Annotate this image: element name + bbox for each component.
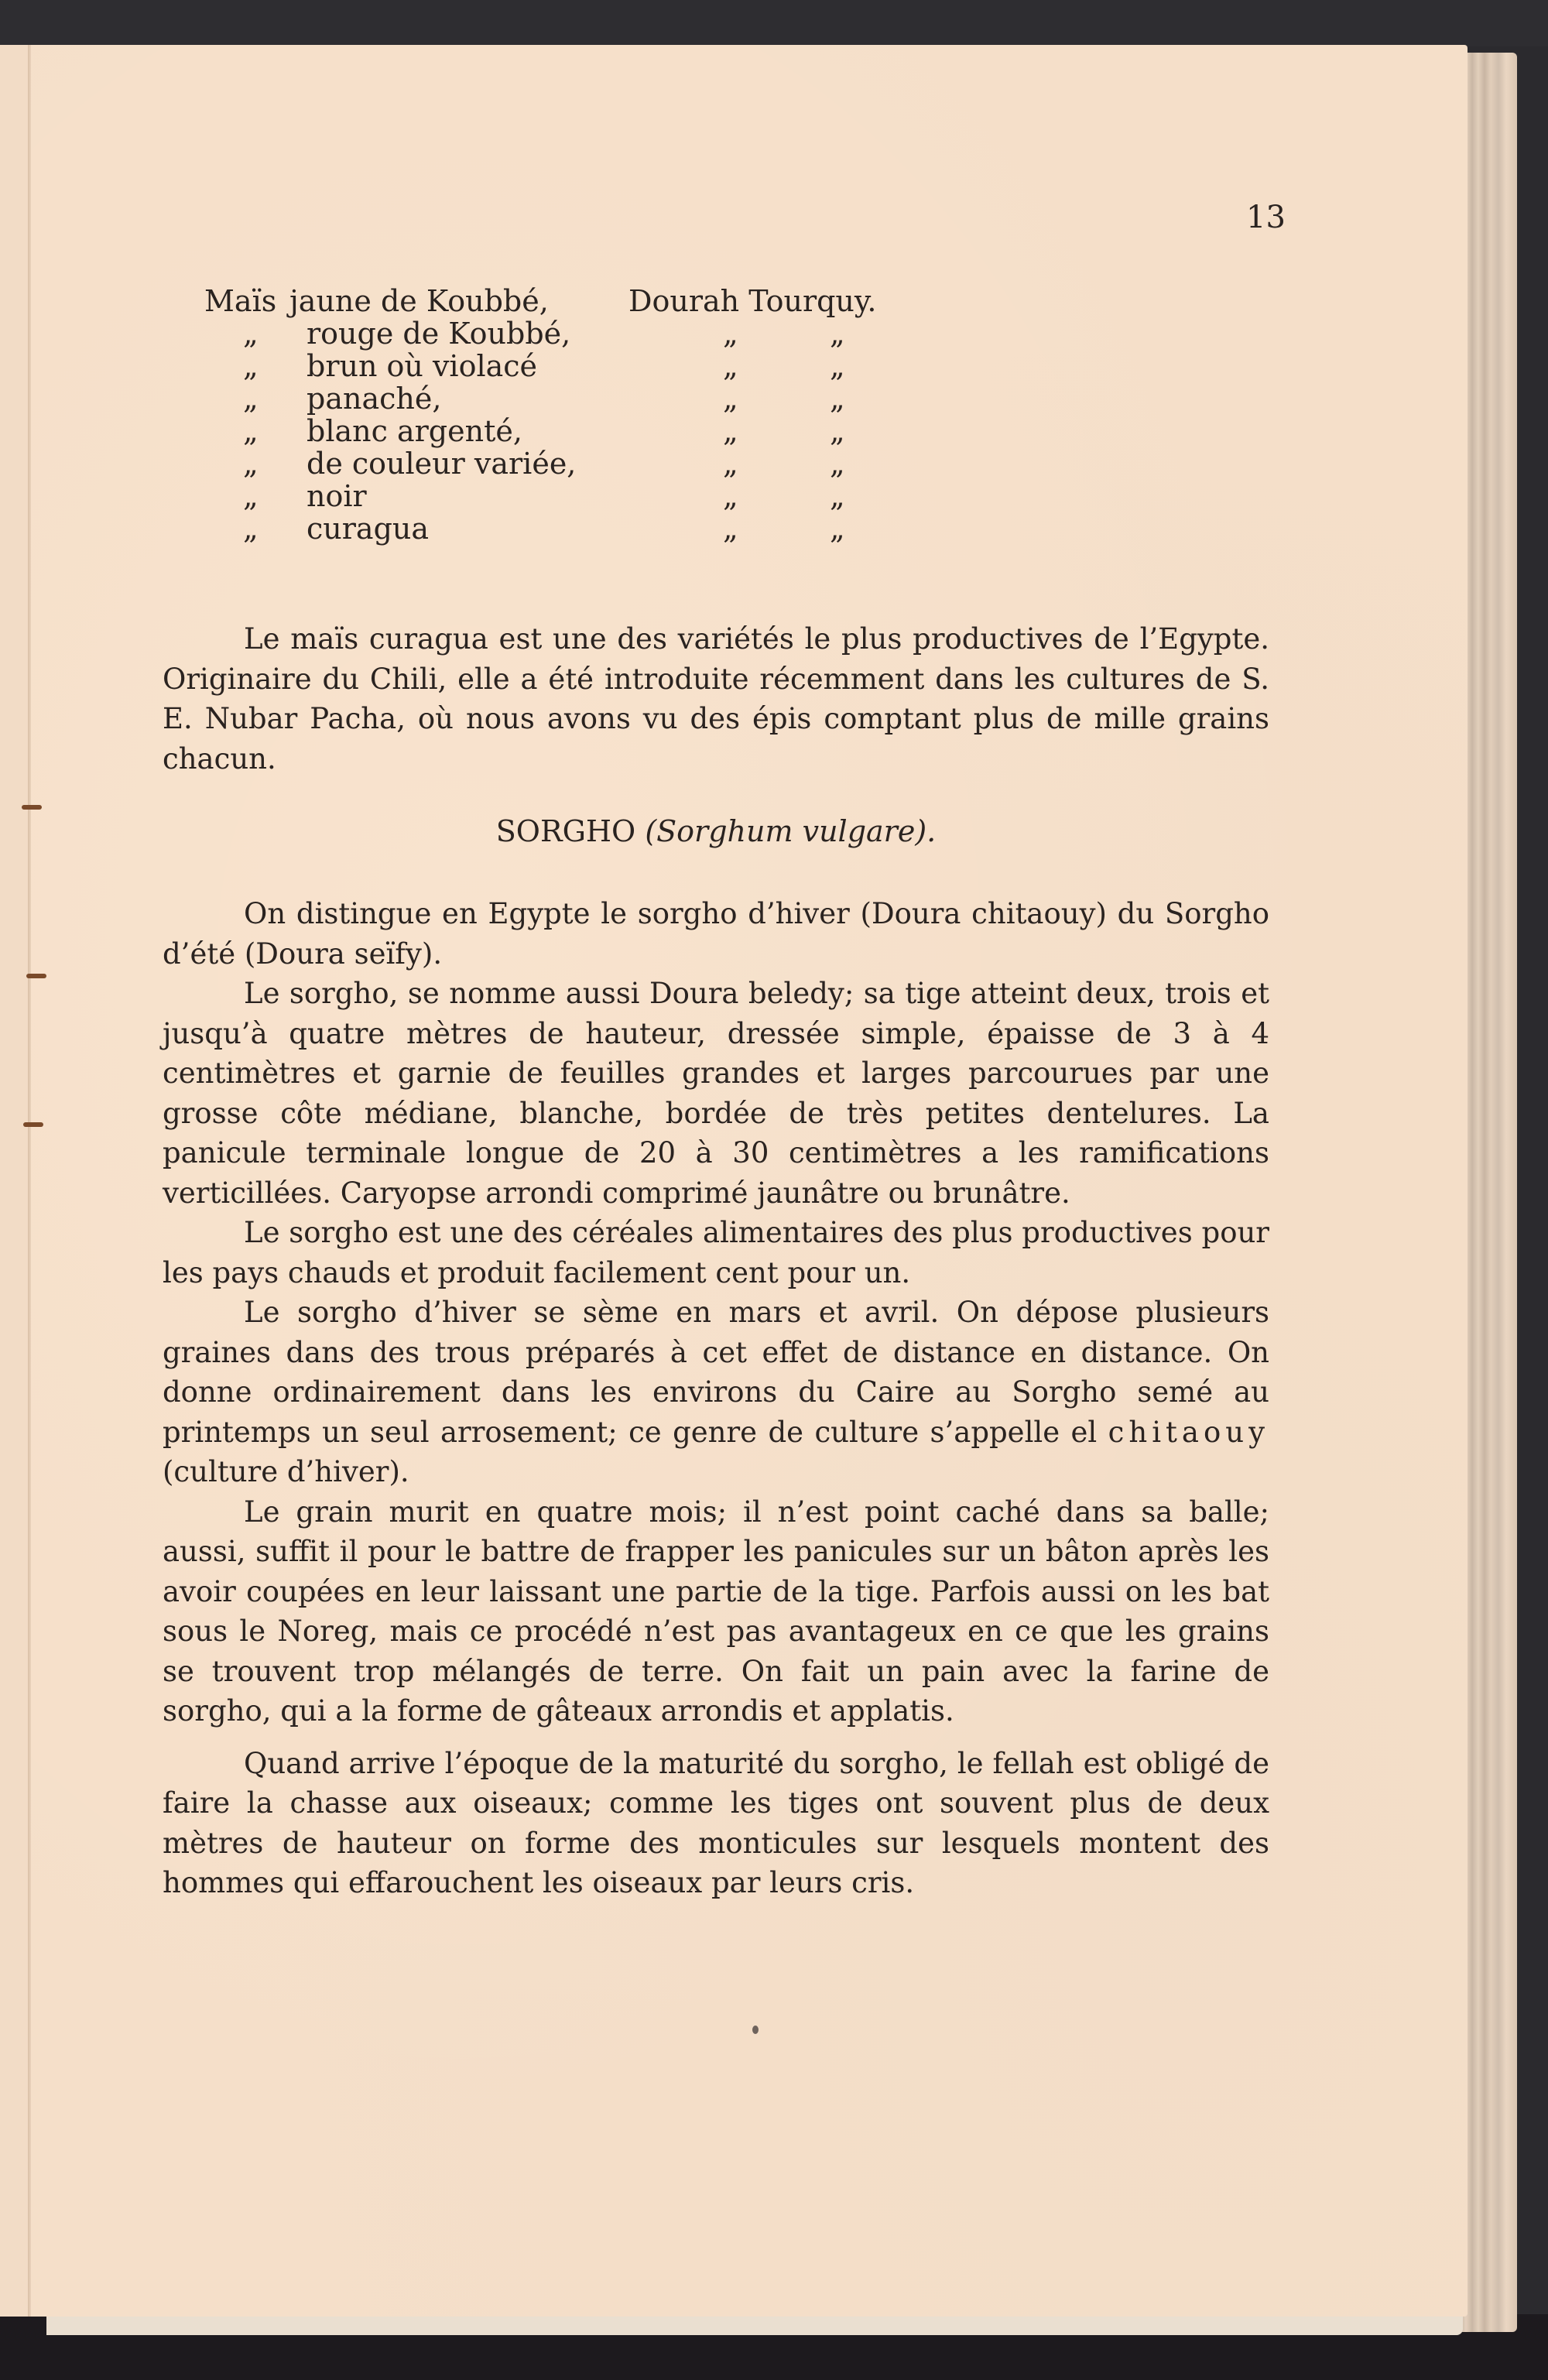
variety-name: panaché,	[307, 382, 442, 416]
variety-row	[204, 415, 1133, 447]
section-latin-name: (Sorghum vulgare).	[645, 814, 937, 848]
variety-dourah: Dourah Tourquy.	[628, 284, 877, 318]
variety-name: de couleur variée,	[307, 447, 577, 481]
variety-row	[204, 317, 1133, 350]
ditto-mark: „	[830, 414, 845, 448]
variety-name: blanc argenté,	[307, 414, 522, 448]
paragraph: Le sorgho est une des céréales alimentaires des plus productives pour les pays chauds et produit facilement cent pour un.	[163, 1216, 1269, 1289]
paragraph: Le maïs curagua est une des variétés le plus productives de l’Egypte. Originaire du Chili, elle a été introduite récemment dans les cultures de S. E. Nubar Pacha, où nous avons vu des épis comptant plus de mille grains chacun.	[163, 622, 1269, 776]
variety-row	[204, 512, 1133, 545]
section-title: SORGHO	[495, 814, 636, 848]
variety-row	[204, 447, 1133, 480]
variety-prefix: Maïs	[204, 284, 277, 318]
ditto-mark: „	[830, 349, 845, 383]
ditto-mark: „	[243, 447, 259, 481]
ditto-mark: „	[830, 447, 845, 481]
page-number: 13	[1246, 200, 1286, 235]
ditto-mark: „	[243, 349, 259, 383]
page-stack-bottom-edge	[46, 2314, 1463, 2335]
ditto-mark: „	[243, 382, 259, 416]
variety-row	[204, 480, 1133, 512]
variety-name: brun où violacé	[307, 349, 538, 383]
variety-row	[204, 350, 1133, 382]
ditto-mark: „	[830, 512, 845, 546]
facing-page-sliver	[0, 45, 31, 2317]
ink-dot-mark	[752, 2026, 759, 2034]
scan-backdrop-top	[0, 0, 1548, 46]
paragraph	[163, 1293, 1269, 1492]
variety-name: jaune de Koubbé,	[289, 284, 549, 318]
binding-stitch-icon	[23, 1122, 43, 1127]
ditto-mark: „	[243, 479, 259, 513]
sorgho-paragraphs	[163, 894, 1269, 1903]
emphasized-term: chitaouy	[1108, 1415, 1269, 1449]
ditto-mark: „	[243, 414, 259, 448]
variety-name: noir	[307, 479, 367, 513]
variety-row	[204, 285, 1133, 317]
ditto-mark: „	[830, 382, 845, 416]
ditto-mark: „	[723, 447, 738, 481]
paragraph-text: Le sorgho d’hiver se sème en mars et avril. On dépose plusieurs graines dans des trous préparés à cet effet de distance en distance. On donne ordinairement dans les environs du Caire au Sorgho semé au printemps un seul arrosement; ce genre de culture s’appelle el	[163, 1296, 1269, 1449]
binding-stitch-icon	[22, 805, 42, 810]
ditto-mark: „	[830, 317, 845, 351]
ditto-mark: „	[723, 317, 738, 351]
ditto-mark: „	[723, 349, 738, 383]
binding-gutter	[28, 45, 31, 2317]
maize-paragraphs	[163, 619, 1269, 779]
paragraph-text: (culture d’hiver).	[163, 1455, 409, 1488]
ditto-mark: „	[830, 479, 845, 513]
section-heading	[163, 814, 1269, 848]
paragraph: Quand arrive l’époque de la maturité du sorgho, le fellah est obligé de faire la chasse aux oiseaux; comme les tiges ont souvent plus de deux mètres de hauteur on forme des monticules sur lesquels montent des hommes qui effarouchent les oiseaux par leurs cris.	[163, 1746, 1269, 1899]
paragraph: Le grain murit en quatre mois; il n’est point caché dans sa balle; aussi, suffit il pour le battre de frapper les panicules sur un bâton après les avoir coupées en leur laissant une partie de la tige. Parfois aussi on les bat sous le Noreg, mais ce procédé n’est pas avantageux en ce que les grains se trouvent trop mélangés de terre. On fait un pain avec la farine de sorgho, qui a la forme de gâteaux arrondis et applatis.	[163, 1495, 1269, 1728]
variety-name: curagua	[307, 512, 430, 546]
paragraph: Le sorgho, se nomme aussi Doura beledy; sa tige atteint deux, trois et jusqu’à quatre mètres de hauteur, dressée simple, épaisse de 3 à 4 centimètres et garnie de feuilles grandes et larges parcourues par une grosse côte médiane, blanche, bordée de très petites dentelures. La panicule terminale longue de 20 à 30 centimètres a les ramifications verticillées. Caryopse arrondi comprimé jaunâtre ou brunâtre.	[163, 977, 1269, 1210]
variety-name: rouge de Koubbé,	[307, 317, 571, 351]
ditto-mark: „	[723, 414, 738, 448]
binding-stitch-icon	[26, 974, 46, 978]
ditto-mark: „	[723, 479, 738, 513]
ditto-mark: „	[723, 512, 738, 546]
paragraph: On distingue en Egypte le sorgho d’hiver (Doura chitaouy) du Sorgho d’été (Doura seïfy).	[163, 897, 1269, 971]
ditto-mark: „	[243, 512, 259, 546]
variety-row	[204, 382, 1133, 415]
ditto-mark: „	[723, 382, 738, 416]
ditto-mark: „	[243, 317, 259, 351]
maize-variety-list	[204, 285, 1133, 545]
